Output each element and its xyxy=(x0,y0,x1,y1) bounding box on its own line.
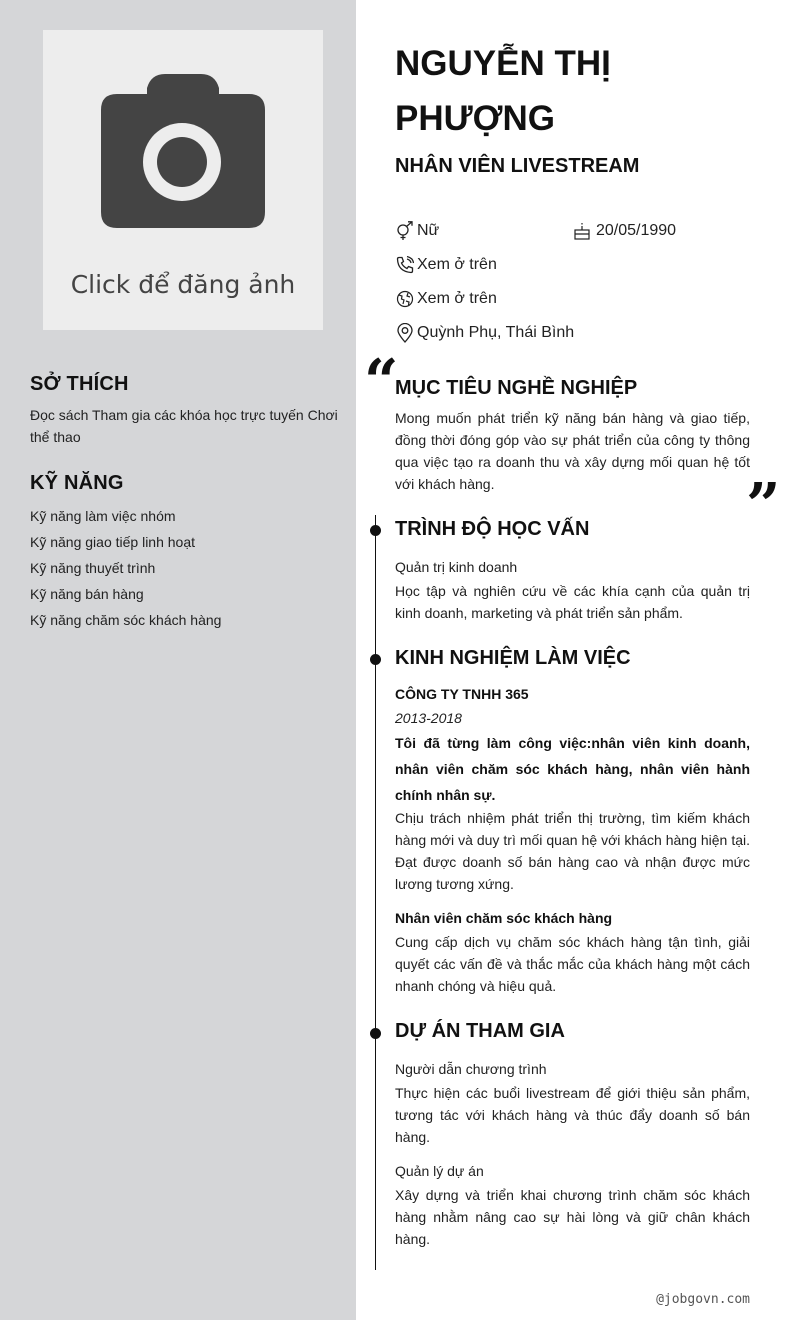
phone-info xyxy=(395,255,497,275)
hobbies-title: SỞ THÍCH xyxy=(30,373,129,395)
experience-title: KINH NGHIỆM LÀM VIỆC xyxy=(395,647,631,669)
birthday-value: 20/05/1990 xyxy=(596,222,677,239)
objective-title: MỤC TIÊU NGHỀ NGHIỆP xyxy=(395,377,638,399)
timeline-dot xyxy=(370,1028,381,1039)
name-line-1: NGUYỄN THỊ xyxy=(395,44,611,83)
project1-title: Người dẫn chương trình xyxy=(395,1061,547,1077)
location-pin-icon xyxy=(395,323,415,343)
birthday-info xyxy=(572,221,676,241)
birthday-cake-icon xyxy=(572,221,592,241)
role2-title: Nhân viên chăm sóc khách hàng xyxy=(395,910,613,926)
phone-icon xyxy=(395,255,415,275)
open-quote-icon: “ xyxy=(364,347,399,417)
role2-description: Cung cấp dịch vụ chăm sóc khách hàng tận tình, giải quyết các vấn đề và thắc mắc của khách hàng một cách nhanh chóng và hiệu quả. xyxy=(395,934,750,994)
footer-watermark: @jobgovn.com xyxy=(656,1292,750,1307)
skill-item: Kỹ năng bán hàng xyxy=(30,586,144,602)
project2-text: Xây dựng và triển khai chương trình chăm sóc khách hàng nhằm nâng cao sự hài lòng và giữ chân khách hàng. xyxy=(395,1187,750,1247)
photo-upload[interactable] xyxy=(43,30,323,330)
camera-icon xyxy=(99,74,267,230)
gender-icon xyxy=(395,221,415,241)
company-name: CÔNG TY TNHH 365 xyxy=(395,686,529,702)
website-info xyxy=(395,289,497,309)
objective-text: Mong muốn phát triển kỹ năng bán hàng và giao tiếp, đồng thời đóng góp vào sự phát triển của công ty thông qua việc tạo ra doanh thu và xây dựng mối quan hệ tốt với khách hàng. xyxy=(395,410,750,492)
timeline-dot xyxy=(370,525,381,536)
education-major: Quản trị kinh doanh xyxy=(395,559,518,575)
education-title: TRÌNH ĐỘ HỌC VẤN xyxy=(395,518,590,540)
projects-title: DỰ ÁN THAM GIA xyxy=(395,1020,565,1042)
globe-icon xyxy=(395,289,415,309)
hobbies-text: Đọc sách Tham gia các khóa học trực tuyến Chơi thể thao xyxy=(30,407,338,445)
website-value: Xem ở trên xyxy=(417,290,497,307)
photo-caption: Click để đăng ảnh xyxy=(70,270,296,299)
phone-value: Xem ở trên xyxy=(417,256,497,273)
address-value: Quỳnh Phụ, Thái Bình xyxy=(417,324,575,341)
project1-text: Thực hiện các buổi livestream để giới thiệu sản phẩm, tương tác với khách hàng và thúc đẩy doanh số bán hàng. xyxy=(395,1085,750,1145)
gender-info xyxy=(395,221,439,241)
timeline-dot xyxy=(370,654,381,665)
sidebar xyxy=(0,0,356,1320)
gender-value: Nữ xyxy=(417,222,440,239)
skills-title: KỸ NĂNG xyxy=(30,472,124,494)
skills-section xyxy=(30,472,340,633)
name-line-2: PHƯỢNG xyxy=(395,99,556,138)
role-description: Chịu trách nhiệm phát triển thị trường, tìm kiếm khách hàng mới và duy trì mối quan hệ với khách hàng hiện tại. Đạt được doanh số bán hàng cao và nhận được mức lương tương xứng. xyxy=(395,810,750,892)
candidate-name xyxy=(395,36,755,146)
address-info xyxy=(395,323,574,343)
project2-title: Quản lý dự án xyxy=(395,1163,484,1179)
timeline-line xyxy=(375,515,376,1270)
work-period: 2013-2018 xyxy=(395,710,462,726)
job-title: NHÂN VIÊN LIVESTREAM xyxy=(395,155,640,177)
skill-item: Kỹ năng giao tiếp linh hoạt xyxy=(30,534,196,550)
skill-item: Kỹ năng làm việc nhóm xyxy=(30,508,176,524)
skill-item: Kỹ năng chăm sóc khách hàng xyxy=(30,612,222,628)
education-text: Học tập và nghiên cứu về các khía cạnh của quản trị kinh doanh, marketing và phát triển sản phẩm. xyxy=(395,583,750,621)
close-quote-icon: ” xyxy=(746,471,781,541)
hobbies-section xyxy=(30,373,340,448)
skill-item: Kỹ năng thuyết trình xyxy=(30,560,156,576)
role-summary: Tôi đã từng làm công việc:nhân viên kinh doanh, nhân viên chăm sóc khách hàng, nhân viên hành chính nhân sự. xyxy=(395,735,750,803)
